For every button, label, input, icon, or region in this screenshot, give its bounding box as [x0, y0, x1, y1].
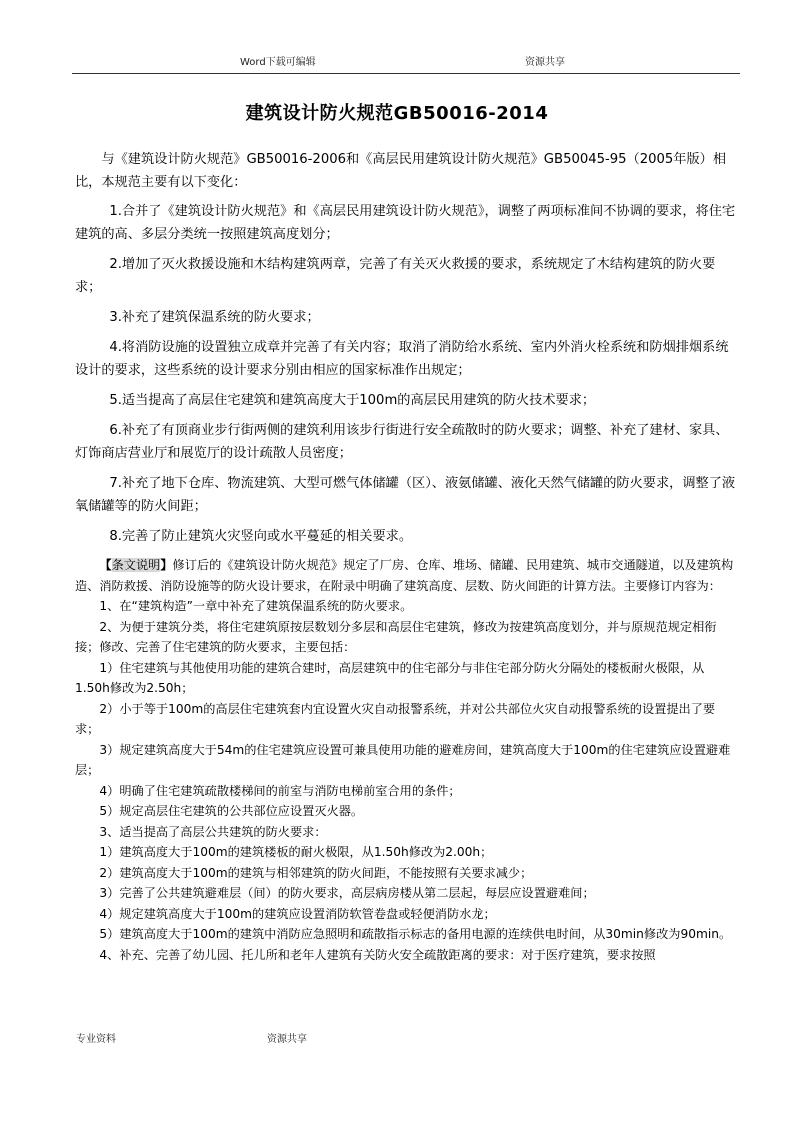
- change-item: 5.适当提高了高层住宅建筑和建筑高度大于100m的高层民用建筑的防火技术要求；: [109, 393, 596, 408]
- revision-item: 3）完善了公共建筑避难层（间）的防火要求，高层病房楼从第二层起，每层应设置避难间；: [99, 886, 595, 900]
- document-body: [75, 148, 739, 965]
- explanation-bracket-close: 】: [160, 558, 173, 572]
- change-item: 3.补充了建筑保温系统的防火要求；: [109, 310, 320, 325]
- revision-item: 3、适当提高了高层公共建筑的防火要求：: [99, 824, 327, 839]
- change-item: 8.完善了防止建筑火灾竖向或水平蔓延的相关要求。: [109, 529, 413, 544]
- revision-item: 4）规定建筑高度大于100m的建筑应设置消防软管卷盘或轻便消防水龙；: [99, 906, 496, 921]
- change-item: 7.补充了地下仓库、物流建筑、大型可燃气体储罐（区）、液氨储罐、液化天然气储罐的防火要求，调整了液氧储罐等的防火间距；: [75, 476, 736, 514]
- header-divider: [72, 73, 740, 74]
- revision-item: 1）住宅建筑与其他使用功能的建筑合建时，高层建筑中的住宅部分与非住宅部分防火分隔处的楼板耐火极限，从1.50h修改为2.50h；: [75, 660, 705, 695]
- revision-item: 1）建筑高度大于100m的建筑楼板的耐火极限，从1.50h修改为2.00h；: [99, 845, 493, 859]
- explanation-tag: 条文说明: [111, 558, 161, 572]
- change-item: 6.补充了有顶商业步行街两侧的建筑利用该步行街进行安全疏散时的防火要求；调整、补充了建材、家具、灯饰商店营业厅和展览厅的设计疏散人员密度；: [75, 423, 729, 461]
- footer-left-text: 专业资料: [76, 1034, 116, 1045]
- revision-item: 1、在“建筑构造”一章中补充了建筑保温系统的防火要求。: [99, 599, 413, 613]
- change-item: 1.合并了《建筑设计防火规范》和《高层民用建筑设计防火规范》，调整了两项标准间不协调的要求，将住宅建筑的高、多层分类统一按照建筑高度划分；: [75, 204, 736, 242]
- change-item: 4.将消防设施的设置独立成章并完善了有关内容；取消了消防给水系统、室内外消火栓系统和防烟排烟系统设计的要求，这些系统的设计要求分别由相应的国家标准作出规定；: [75, 340, 729, 378]
- revision-item: 2）建筑高度大于100m的建筑与相邻建筑的防火间距，不能按照有关要求减少；: [99, 865, 533, 880]
- explanation-text: 修订后的《建筑设计防火规范》规定了厂房、仓库、堆场、储罐、民用建筑、城市交通隧道，以及建筑构造、消防救援、消防设施等的防火设计要求，在附录中明确了建筑高度、层数、防火间距的计算方法。主要修订内容为：: [75, 558, 734, 593]
- revision-item: 4）明确了住宅建筑疏散楼梯间的前室与消防电梯前室合用的条件；: [99, 783, 461, 798]
- document-title: 建筑设计防火规范GB50016-2014: [245, 103, 549, 124]
- revision-item: 2）小于等于100m的高层住宅建筑套内宜设置火灾自动报警系统，并对公共部位火灾自动报警系统的设置提出了要求；: [75, 701, 716, 736]
- explanation-bracket-open: 【: [99, 558, 112, 572]
- revision-item: 5）建筑高度大于100m的建筑中消防应急照明和疏散指示标志的备用电源的连续供电时间，从30min修改为90min。: [99, 927, 732, 941]
- change-item: 2.增加了灭火救援设施和木结构建筑两章，完善了有关灭火救援的要求，系统规定了木结构建筑的防火要求；: [75, 257, 716, 295]
- intro-paragraph: 与《建筑设计防火规范》GB50016-2006和《高层民用建筑设计防火规范》GB50045-95（2005年版）相比，本规范主要有以下变化：: [75, 152, 727, 190]
- header-left-text: Word下载可编辑: [240, 57, 316, 68]
- footer-right-text: 资源共享: [267, 1034, 307, 1045]
- revision-item: 4、补充、完善了幼儿园、托儿所和老年人建筑有关防火安全疏散距离的要求：对于医疗建筑，要求按照: [99, 947, 656, 962]
- revision-item: 5）规定高层住宅建筑的公共部位应设置灭火器。: [99, 804, 364, 818]
- explanation-paragraph: [75, 555, 739, 596]
- revision-item: 2、为便于建筑分类，将住宅建筑原按层数划分多层和高层住宅建筑，修改为按建筑高度划分，并与原规范规定相衔接；修改、完善了住宅建筑的防火要求，主要包括：: [75, 619, 717, 654]
- revision-item: 3）规定建筑高度大于54m的住宅建筑应设置可兼具使用功能的避难房间，建筑高度大于100m的住宅建筑应设置避难层；: [75, 742, 731, 777]
- header-right-text: 资源共享: [525, 57, 565, 68]
